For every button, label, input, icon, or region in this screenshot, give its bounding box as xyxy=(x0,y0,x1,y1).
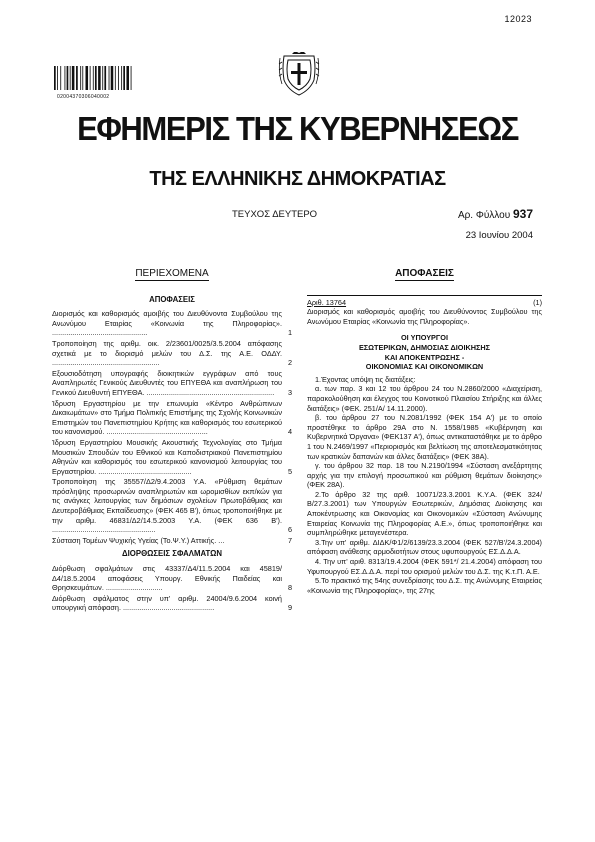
contents-entry-page: 1 xyxy=(287,328,292,338)
contents-entry-page: 7 xyxy=(287,535,292,545)
contents-entry-page: 8 xyxy=(287,583,292,593)
contents-entry-page: 4 xyxy=(287,427,292,437)
contents-decisions-list xyxy=(52,309,292,545)
contents-entry xyxy=(52,339,292,368)
contents-entry xyxy=(52,564,292,593)
contents-entry xyxy=(52,594,292,613)
sheet-number xyxy=(458,207,533,221)
contents-entry-page: 9 xyxy=(287,603,292,613)
barcode xyxy=(54,66,154,90)
contents-entry-page: 3 xyxy=(287,387,292,397)
contents-corrections-list xyxy=(52,564,292,613)
contents-decisions-heading: ΑΠΟΦΑΣΕΙΣ xyxy=(149,294,195,304)
contents-entry-text: Τροποποίηση της 35557/Δ2/9.4.2003 Υ.Α. «Ρύθμιση θεμάτων πρόσληψης προσωρινών αναπληρωτών και ωρομισθίων εκπ/κών για τις ανάγκες λειτουργίας των δημόσιων σχολείων Πρωτοβάθμιας και Δευτεροβάθμιας Εκπαίδευσης» (ΦΕΚ 465 Β'), όπως τροποποιήθηκε με την αριθμ. 46831/Δ2/14.5.2003 Υ.Α. (ΦΕΚ 636 Β'). ................................................... xyxy=(52,477,282,535)
contents-entry-text: Σύσταση Τομέων Ψυχικής Υγείας (Το.Ψ.Υ.) Αττικής. ... xyxy=(52,535,225,545)
decisions-heading: ΑΠΟΦΑΣΕΙΣ xyxy=(395,268,454,279)
gazette-subtitle: ΤΗΣ ΕΛΛΗΝΙΚΗΣ ΔΗΜΟΚΡΑΤΙΑΣ xyxy=(149,168,446,190)
issue-date: 23 Ιουνίου 2004 xyxy=(465,230,533,241)
issue-label: ΤΕΥΧΟΣ ΔΕΥΤΕΡΟ xyxy=(232,209,318,220)
decision-index: (1) xyxy=(533,297,542,307)
coat-of-arms-emblem xyxy=(278,52,320,97)
decision-paragraph: α. των παρ. 3 και 12 του άρθρου 24 του Ν.2860/2000 «Διαχείριση, παρακολούθηση και έλεγχος του Κοινοτικού Πλαισίου Στήριξης και άλλες διατάξεις» (ΦΕΚ. 251/Α/ 14.11.2000). xyxy=(307,384,542,413)
contents-entry-page: 2 xyxy=(287,358,292,368)
decision-column xyxy=(307,269,542,595)
contents-entry-text: Εξουσιοδότηση υπογραφής διοικητικών εγγράφων από τους Αναπληρωτές Γενικούς Διευθυντές του ΕΠΥΕΘΑ και αναπλήρωση του Γενικού Διευθυντή ΕΠΥΕΘΑ. ............................................................... xyxy=(52,368,282,397)
decision-paragraphs xyxy=(307,375,542,596)
contents-column xyxy=(52,269,292,614)
sheet-number-label: Αρ. Φύλλου xyxy=(457,210,511,221)
contents-entry xyxy=(52,536,292,546)
decision-number: Αριθ. 13764 xyxy=(307,297,347,307)
contents-entry-page: 6 xyxy=(287,525,292,535)
contents-entry-text: Διόρθωση σφάλματος στην υπ' αριθμ. 24004/9.6.2004 κοινή υπουργική απόφαση. ............................................. xyxy=(52,593,282,613)
contents-entry xyxy=(52,369,292,398)
gazette-title: ΕΦΗΜΕΡΙΣ ΤΗΣ ΚΥΒΕΡΝΗΣΕΩΣ xyxy=(77,110,518,147)
decision-paragraph: 3.Την υπ' αριθμ. ΔΙΔΚ/Φ1/2/6139/23.3.2004 (ΦΕΚ 527/Β'/24.3.2004) απόφαση ανάθεσης αρμοδιοτήτων στους υφυπουργούς ΕΣ.Δ.Δ.Α. xyxy=(307,537,542,557)
sheet-number-value: 937 xyxy=(512,207,533,221)
ministers-line: ΟΙ ΥΠΟΥΡΓΟΙ xyxy=(400,333,449,343)
decision-paragraph: 2.Το άρθρο 32 της αριθ. 10071/23.3.2001 Κ.Υ.Α. (ΦΕΚ 324/Β/27.3.2001) των Υπουργών Εσωτερικών, Δημόσιας Διοίκησης και Αποκέντρωσης και Οικονομίας και Οικονομικών «Σύσταση Ανώνυμης Εταιρείας Κοινωνία της Πληροφορίας Α.Ε.», όπως τροποποιήθηκε και συμπληρώθηκε μεταγενέστερα. xyxy=(307,489,542,538)
decision-paragraph: 4. Την υπ' αριθ. 8313/19.4.2004 (ΦΕΚ 591*/ 21.4.2004) απόφαση του Υφυπουργού ΕΣ.Δ.Δ.Α. περί του ορισμού μελών του Δ.Σ. της Κ.τ.Π. Α.Ε. xyxy=(307,557,542,576)
ministers-line: ΕΣΩΤΕΡΙΚΩΝ, ΔΗΜΟΣΙΑΣ ΔΙΟΙΚΗΣΗΣ xyxy=(358,342,491,352)
decision-paragraph: 1.Έχοντας υπόψη τις διατάξεις: xyxy=(315,374,416,384)
page-number: 12023 xyxy=(504,14,532,24)
contents-entry xyxy=(52,438,292,476)
ministers-line: ΟΙΚΟΝΟΜΙΑΣ ΚΑΙ ΟΙΚΟΝΟΜΙΚΩΝ xyxy=(365,362,484,372)
contents-entry-page: 5 xyxy=(287,466,292,476)
contents-heading: ΠΕΡΙΕΧΟΜΕΝΑ xyxy=(135,268,209,279)
contents-corrections-heading: ΔΙΟΡΘΩΣΕΙΣ ΣΦΑΛΜΑΤΩΝ xyxy=(122,549,222,559)
decision-paragraph: 5.Το πρακτικό της 54ης συνεδρίασης του Δ.Σ. της Ανώνυμης Εταιρείας «Κοινωνία της Πληροφορίας», της 27ης xyxy=(307,576,542,595)
contents-entry-text: Ίδρυση Εργαστηρίου Μουσικής Ακουστικής Τεχνολογίας στο Τμήμα Μουσικών Σπουδών του Εθνικού και Καποδιστριακού Πανεπιστημίου Αθηνών και καθορισμός του εσωτερικού κανονισμού λειτουργίας του Εργαστηρίου. .............................................. xyxy=(52,437,282,476)
decision-number-line xyxy=(307,295,542,308)
decision-paragraph: γ. του άρθρου 32 παρ. 18 του Ν.2190/1994 «Σύσταση ανεξάρτητης αρχής για την επιλογή προσωπικού και ρύθμιση θεμάτων διοίκησης» (ΦΕΚ 28Α). xyxy=(307,461,542,490)
decision-paragraph: β. του άρθρου 27 του Ν.2081/1992 (ΦΕΚ 154 Α') με το οποίο προστέθηκε το άρθρο 29Α στο Ν. 1558/1985 «Κυβέρνηση και Κυβερνητικά Όργανα» (ΦΕΚ137 Α'), όπως αντικαταστάθηκε με το άρθρο 1 του Ν.2469/1997 «Περιορισμός και βελτίωση της αποτελεσματικότητας των κρατικών δαπανών και άλλες διατάξεις» (ΦΕΚ 38Α). xyxy=(307,413,542,461)
contents-entry-text: Ίδρυση Εργαστηρίου με την επωνυμία «Κέντρο Ανθρώπινων Δικαιωμάτων» στο Τμήμα Πολιτικής Επιστήμης της Σχολής Κοινωνικών Επιστημών του Πανεπιστημίου Κρήτης και καθορισμός του εσωτερικού του κανονισμού. .................................................. xyxy=(52,398,282,437)
ministers-line: ΚΑΙ ΑΠΟΚΕΝΤΡΩΣΗΣ - xyxy=(384,352,465,362)
decision-title: Διορισμός και καθορισμός αμοιβής του Διευθύνοντος Συμβούλου της Ανωνύμου Εταιρίας «Κοινωνία της Πληροφορίας». xyxy=(307,307,542,326)
barcode-number: 02004370306040002 xyxy=(57,94,110,100)
contents-entry-text: Διόρθωση σφαλμάτων στις 43337/Δ4/11.5.2004 και 45819/Δ4/18.5.2004 αποφάσεις Υπουργ. Εθνικής Παιδείας και Θρησκευμάτων. ............................ xyxy=(52,564,282,593)
contents-entry-text: Διορισμός και καθορισμός αμοιβής του Διευθύνοντα Συμβούλου της Ανωνύμου Εταιρίας «Κοινωνία της Πληροφορίας». ............................................... xyxy=(52,309,282,338)
contents-entry xyxy=(52,477,292,535)
contents-entry xyxy=(52,309,292,338)
contents-entry xyxy=(52,399,292,437)
ministers-block xyxy=(307,333,542,371)
contents-entry-text: Τροποποίηση της αριθμ. οικ. 2/23601/0025/3.5.2004 απόφασης σχετικά με το διορισμό μελών του Δ.Σ. της Α.Ε. ΟΔΔΥ. ..................................................... xyxy=(52,338,282,368)
